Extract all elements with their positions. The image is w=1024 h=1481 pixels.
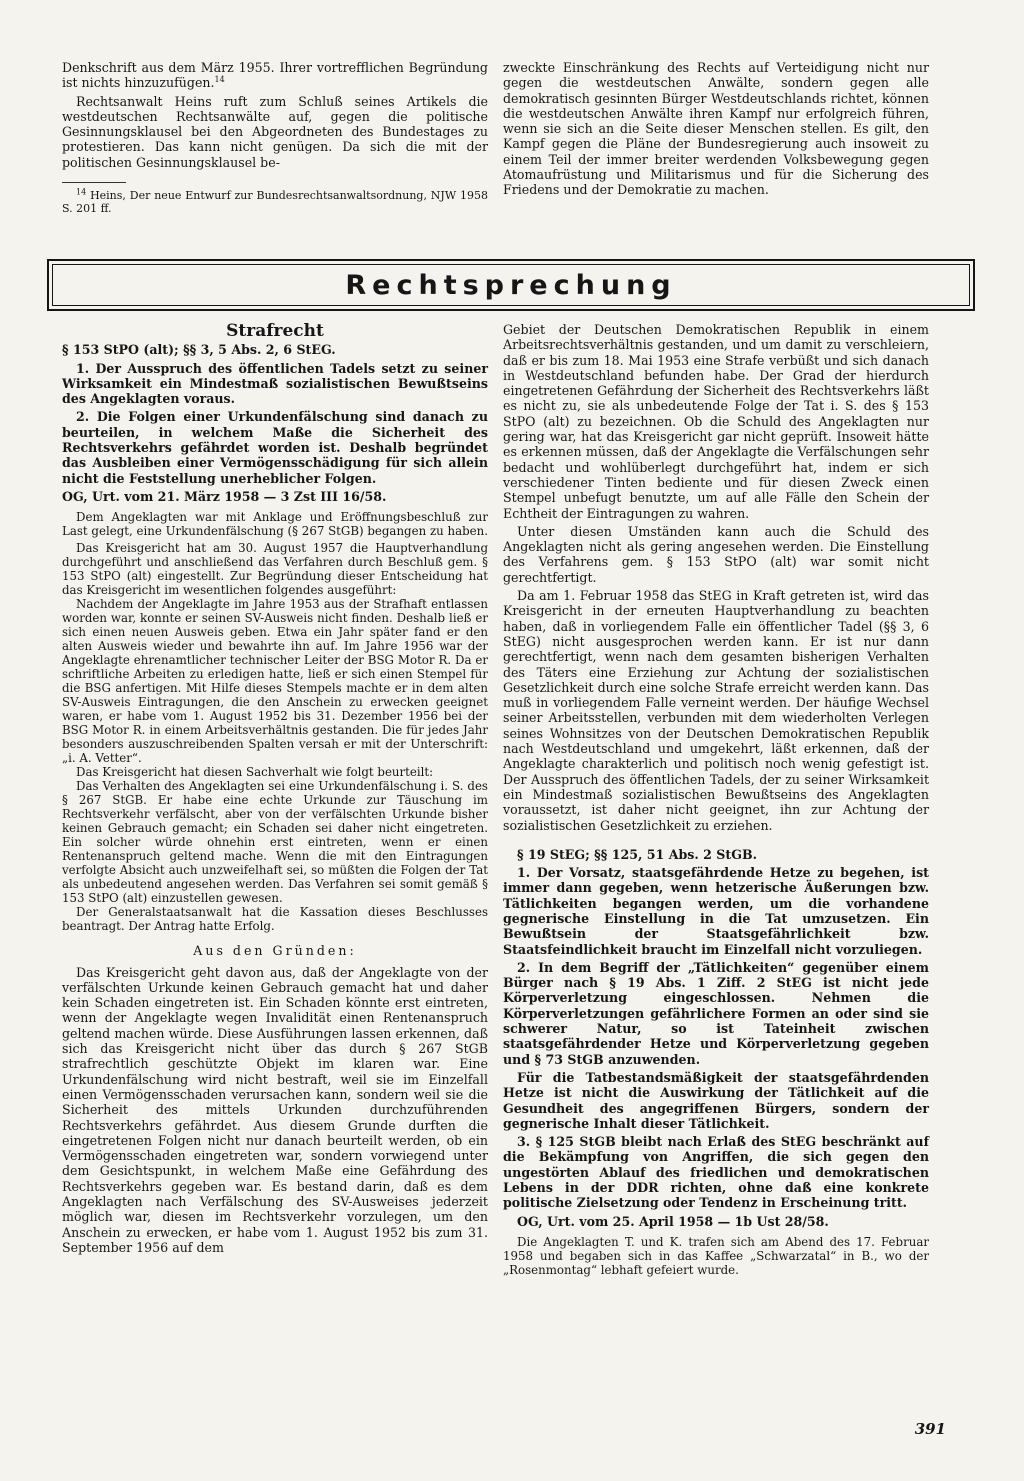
headnote: 2. Die Folgen einer Urkundenfälschung sind danach zu beurteilen, in welchem Maße die Sicherheit des Rechtsverkehrs gefährdet worden ist. Deshalb begründet das Ausbleiben einer Vermögensschädigung für sich allein nicht die Feststellung unerheblicher Folgen.	[62, 409, 488, 486]
law-reference: § 19 StEG; §§ 125, 51 Abs. 2 StGB.	[517, 846, 757, 862]
paragraph: Rechtsanwalt Heins ruft zum Schluß seines Artikels die westdeutschen Rechtsanwälte auf, gegen die politische Gesinnungsklausel bei den Abgeordneten des Bundestages zu protestieren. Das kann nicht genügen. Da sich die mit der politischen Gesinnungsklausel be-	[62, 93, 488, 170]
case-right-column	[503, 322, 929, 1277]
headnote: 3. § 125 StGB bleibt nach Erlaß des StEG beschränkt auf die Bekämpfung von Angriffen, die sich gegen den ungestörten Ablauf des friedlichen und demokratischen Lebens in der DDR richten, ohne daß eine konkrete politische Zielsetzung oder Tendenz in Erscheinung tritt.	[503, 1134, 929, 1211]
paragraph: Der Generalstaatsanwalt hat die Kassation dieses Beschlusses beantragt. Der Antrag hatte Erfolg.	[62, 905, 488, 934]
law-reference: § 153 StPO (alt); §§ 3, 5 Abs. 2, 6 StEG.	[62, 342, 336, 358]
intro-left-column	[62, 60, 488, 215]
paragraph: Nachdem der Angeklagte im Jahre 1953 aus der Strafhaft entlassen worden war, konnte er seinen SV-Ausweis nicht finden. Deshalb ließ er sich einen neuen Ausweis geben. Etwa ein Jahr später fand er den alten Ausweis wieder und bewahrte ihn auf. Im Jahre 1956 war der Angeklagte ehrenamtlicher technischer Leiter der BSG Motor R. Da er schriftliche Arbeiten zu erledigen hatte, ließ er sich einen Stempel für die BSG anfertigen. Mit Hilfe dieses Stempels machte er in dem alten SV-Ausweis Eintragungen, die den Anschein zu erwecken geeignet waren, er habe vom 1. August 1952 bis 31. Dezember 1956 bei der BSG Motor R. in einem Arbeitsverhältnis gestanden. Die für jedes Jahr besonders auszuschreibenden Spalten versah er mit der Unterschrift: „i. A. Vetter“.	[62, 597, 488, 766]
headnote: 1. Der Ausspruch des öffentlichen Tadels setzt zu seiner Wirksamkeit ein Mindestmaß sozialistischen Bewußtseins des Angeklagten voraus.	[62, 360, 488, 407]
paragraph: Die Angeklagten T. und K. trafen sich am Abend des 17. Februar 1958 und begaben sich in das Kaffee „Schwarzatal“ in B., wo der „Rosenmontag“ lebhaft gefeiert wurde.	[503, 1234, 929, 1277]
reasons-heading: Aus den Gründen:	[193, 943, 357, 959]
decision-citation: OG, Urt. vom 21. März 1958 — 3 Zst III 16/58.	[62, 488, 387, 504]
decision-citation: OG, Urt. vom 25. April 1958 — 1b Ust 28/58.	[517, 1213, 829, 1229]
paragraph: zweckte Einschränkung des Rechts auf Verteidigung nicht nur gegen die westdeutschen Anwälte, sondern gegen alle demokratisch gesinnten Bürger Westdeutschlands richtet, können die westdeutschen Anwälte ihren Kampf nur erfolgreich führen, wenn sie sich an die Seite dieser Menschen stellen. Es gilt, den Kampf gegen die Pläne der Bundesregierung auch insoweit zu einem Teil der immer breiter werdenden Volksbewegung gegen Atomaufrüstung und Militarismus und für die Sicherung des Friedens und der Demokratie zu machen.	[503, 60, 929, 198]
paragraph: Unter diesen Umständen kann auch die Schuld des Angeklagten nicht als gering angesehen werden. Die Einstellung des Verfahrens gem. § 153 StPO (alt) war somit nicht gerechtfertigt.	[503, 523, 929, 585]
paragraph: Das Kreisgericht geht davon aus, daß der Angeklagte von der verfälschten Urkunde keinen Gebrauch gemacht hat und daher kein Schaden eingetreten ist. Ein Schaden könnte erst eintreten, wenn der Angeklagte wegen Invalidität einen Rentenanspruch geltend machen würde. Diese Ausführungen lassen erkennen, daß sich das Kreisgericht nicht über das durch § 267 StGB strafrechtlich geschützte Objekt im klaren war. Eine Urkundenfälschung wird nicht bestraft, weil sie im Einzelfall einen Vermögensschaden verursachen kann, sondern weil sie die Sicherheit des mittels Urkunden durchzuführenden Rechtsverkehrs gefährdet. Aus diesem Grunde durften die eingetretenen Folgen nicht nur danach beurteilt werden, ob ein Vermögensschaden eingetreten war, sondern vorwiegend unter dem Gesichtspunkt, in welchem Maße eine Gefährdung des Rechtsverkehrs gegeben war. Es bestand darin, daß es dem Angeklagten nach Verfälschung des SV-Ausweises jederzeit möglich war, diesen im Rechtsverkehr vorzulegen, um den Anschein zu erwecken, er habe vom 1. August 1952 bis zum 31. September 1956 auf dem	[62, 964, 488, 1255]
paragraph: Das Kreisgericht hat diesen Sachverhalt wie folgt beurteilt:	[76, 765, 434, 780]
headnote: Für die Tatbestandsmäßigkeit der staatsgefährdenden Hetze ist nicht die Auswirkung der Tätlichkeit auf die Gesundheit des angegriffenen Bürgers, sondern der gegnerische Inhalt dieser Tätlichkeit.	[503, 1069, 929, 1131]
section-heading: Strafrecht	[226, 321, 324, 341]
facts-block	[62, 510, 488, 933]
footnote-reference: 14	[214, 75, 225, 85]
footnote-number: 14	[76, 187, 87, 197]
footnote-divider	[62, 182, 126, 183]
page-number: 391	[914, 1420, 946, 1438]
paragraph: Dem Angeklagten war mit Anklage und Eröffnungsbeschluß zur Last gelegt, eine Urkundenfälschung (§ 267 StGB) begangen zu haben.	[62, 510, 489, 539]
headnote: 1. Der Vorsatz, staatsgefährdende Hetze zu begehen, ist immer dann gegeben, wenn hetzerische Äußerungen bzw. Tätlichkeiten begangen werden, um die vorhandene gegnerische Einstellung in die Tat umzusetzen. Ein Bewußtsein der Staatsgefährlichkeit bzw. Staatsfeindlichkeit braucht im Einzelfall nicht vorzuliegen.	[503, 865, 929, 957]
headnote: 2. In dem Begriff der „Tätlichkeiten“ gegenüber einem Bürger nach § 19 Abs. 1 Ziff. 2 StEG ist nicht jede Körperverletzung eingeschlossen. Nehmen die Körperverletzungen gefährlichere Formen an oder sind sie schwerer Natur, so ist Tateinheit zwischen staatsgefährdender Hetze und Körperverletzung gegeben und § 73 StGB anzuwenden.	[503, 959, 929, 1067]
case-left-column	[62, 322, 488, 1255]
intro-right-column	[503, 60, 929, 198]
section-banner-title: Rechtsprechung	[345, 269, 677, 301]
paragraph: Da am 1. Februar 1958 das StEG in Kraft getreten ist, wird das Kreisgericht in der erneuten Hauptverhandlung zu beachten haben, daß in vorliegendem Falle ein öffentlicher Tadel (§§ 3, 6 StEG) nicht ausgesprochen werden kann. Er ist nur dann gerechtfertigt, wenn nach dem gesamten bisherigen Verhalten des Täters eine Erziehung zur Achtung der sozialistischen Gesetzlichkeit durch eine solche Strafe erreicht werden kann. Das muß in vorliegendem Falle verneint werden. Der häufige Wechsel seiner Arbeitsstellen, verbunden mit dem wiederholten Verlegen seines Wohnsitzes von der Deutschen Demokratischen Republik nach Westdeutschland und umgekehrt, läßt erkennen, daß der Angeklagte charakterlich und politisch noch wenig gefestigt ist. Der Ausspruch des öffentlichen Tadels, der zu seiner Wirksamkeit ein Mindestmaß sozialistischen Bewußtseins des Angeklagten voraussetzt, ist daher nicht geeignet, ihn zur Achtung der sozialistischen Gesetzlichkeit zu erziehen.	[503, 588, 929, 833]
paragraph: Das Verhalten des Angeklagten sei eine Urkundenfälschung i. S. des § 267 StGB. Er habe eine echte Urkunde zur Täuschung im Rechtsverkehr verfälscht, aber von der verfälschten Urkunde bisher keinen Gebrauch gemacht; ein Schaden sei daher nicht eingetreten. Ein solcher würde ohnehin erst eintreten, wenn er einen Rentenanspruch geltend mache. Wenn die mit den Eintragungen verfolgte Absicht auch unzweifelhaft sei, so müßten die Folgen der Tat als unbedeutend angesehen werden. Das Verfahren sei somit gemäß § 153 StPO (alt) einzustellen gewesen.	[62, 779, 488, 906]
section-banner-inner-frame	[52, 264, 970, 306]
paragraph: Denkschrift aus dem März 1955. Ihrer vortrefflichen Begründung ist nichts hinzuzufügen.$^{14}$	[62, 60, 488, 91]
footnote: $^{14}$ Heins, Der neue Entwurf zur Bundesrechtsanwaltsordnung, NJW 1958 S. 201 ff.	[62, 187, 488, 216]
paragraph: Gebiet der Deutschen Demokratischen Republik in einem Arbeitsrechtsverhältnis gestanden, und um damit zu verschleiern, daß er bis zum 18. Mai 1953 eine Strafe verbüßt und sich danach in Westdeutschland befunden habe. Der Grad der hierdurch eingetretenen Gefährdung der Sicherheit des Rechtsverkehrs läßt es nicht zu, sie als unbedeutende Folge der Tat i. S. des § 153 StPO (alt) zu bezeichnen. Ob die Schuld des Angeklagten nur gering war, hat das Kreisgericht gar nicht geprüft. Insoweit hätte es erkennen müssen, daß der Angeklagte die Verfälschungen sehr bedacht und wohlüberlegt durchgeführt hat, indem er sich verschiedener Tinten bediente und für diesen Zweck einen Stempel unbefugt benutzte, um auf alle Fälle den Schein der Echtheit der Eintragungen zu wahren.	[503, 322, 929, 521]
paragraph: Das Kreisgericht hat am 30. August 1957 die Hauptverhandlung durchgeführt und anschließend das Verfahren durch Beschluß gem. § 153 StPO (alt) eingestellt. Zur Begründung dieser Entscheidung hat das Kreisgericht im wesentlichen folgendes ausgeführt:	[62, 541, 488, 598]
section-banner	[47, 259, 975, 311]
